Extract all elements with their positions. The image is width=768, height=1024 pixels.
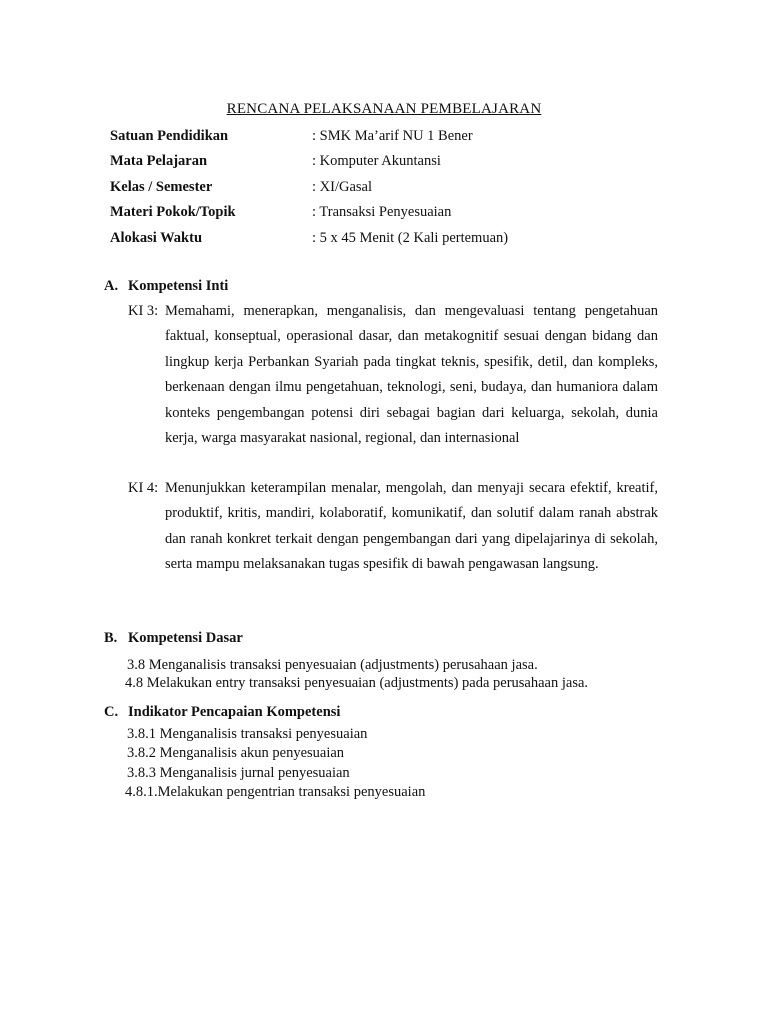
- section-title: Kompetensi Dasar: [128, 630, 243, 646]
- ki-4-label: KI 4:: [128, 480, 159, 496]
- info-value: : SMK Ma’arif NU 1 Bener: [312, 128, 473, 144]
- indikator-item-4-8-1: 4.8.1.Melakukan pengentrian transaksi penyesuaian: [125, 784, 426, 800]
- info-value: : Komputer Akuntansi: [312, 153, 441, 169]
- ki-3-block: [128, 299, 658, 451]
- ki-3-text: Memahami, menerapkan, menganalisis, dan mengevaluasi tentang pengetahuan faktual, konseptual, operasional dasar, dan metakognitif sesuai dengan bidang dan lingkup kerja Perbankan Syariah pada tingkat teknis, spesifik, detil, dan kompleks, berkenaan dengan ilmu pengetahuan, teknologi, seni, budaya, dan humaniora dalam konteks pengembangan potensi diri sebagai bagian dari keluarga, sekolah, dunia kerja, warga masyarakat nasional, regional, dan internasional: [165, 303, 658, 447]
- section-marker: A.: [104, 278, 119, 294]
- info-value: : XI/Gasal: [312, 179, 372, 195]
- kd-item-4-8: 4.8 Melakukan entry transaksi penyesuaian (adjustments) pada perusahaan jasa.: [125, 675, 589, 691]
- info-value: : 5 x 45 Menit (2 Kali pertemuan): [312, 230, 509, 246]
- section-heading-kompetensi-inti: [104, 278, 228, 295]
- info-label: Mata Pelajaran: [110, 153, 208, 169]
- info-value: : Transaksi Penyesuaian: [312, 204, 452, 220]
- info-label: Kelas / Semester: [110, 179, 213, 195]
- section-marker: C.: [104, 704, 119, 720]
- indikator-item-3-8-1: 3.8.1 Menganalisis transaksi penyesuaian: [127, 726, 368, 742]
- indikator-item-3-8-2: 3.8.2 Menganalisis akun penyesuaian: [127, 745, 345, 761]
- section-title: Indikator Pencapaian Kompetensi: [128, 704, 341, 720]
- info-label: Materi Pokok/Topik: [110, 204, 236, 220]
- section-heading-indikator: [104, 704, 340, 721]
- kd-item-3-8: 3.8 Menganalisis transaksi penyesuaian (adjustments) perusahaan jasa.: [127, 657, 538, 673]
- ki-3-label: KI 3:: [128, 303, 159, 319]
- info-label: Satuan Pendidikan: [110, 128, 229, 144]
- section-heading-kompetensi-dasar: [104, 630, 243, 647]
- section-title: Kompetensi Inti: [128, 278, 229, 294]
- section-marker: B.: [104, 630, 118, 646]
- ki-4-text: Menunjukkan keterampilan menalar, mengolah, dan menyaji secara efektif, kreatif, produktif, kritis, mandiri, kolaboratif, komunikatif, dan solutif dalam ranah abstrak dan ranah konkret terkait dengan pengembangan dari yang dipelajarinya di sekolah, serta mampu melaksanakan tugas spesifik di bawah pengawasan langsung.: [165, 480, 658, 573]
- document-title: RENCANA PELAKSANAAN PEMBELAJARAN: [226, 101, 542, 117]
- info-label: Alokasi Waktu: [110, 230, 203, 246]
- ki-4-block: [128, 476, 658, 578]
- indikator-item-3-8-3: 3.8.3 Menganalisis jurnal penyesuaian: [127, 765, 350, 781]
